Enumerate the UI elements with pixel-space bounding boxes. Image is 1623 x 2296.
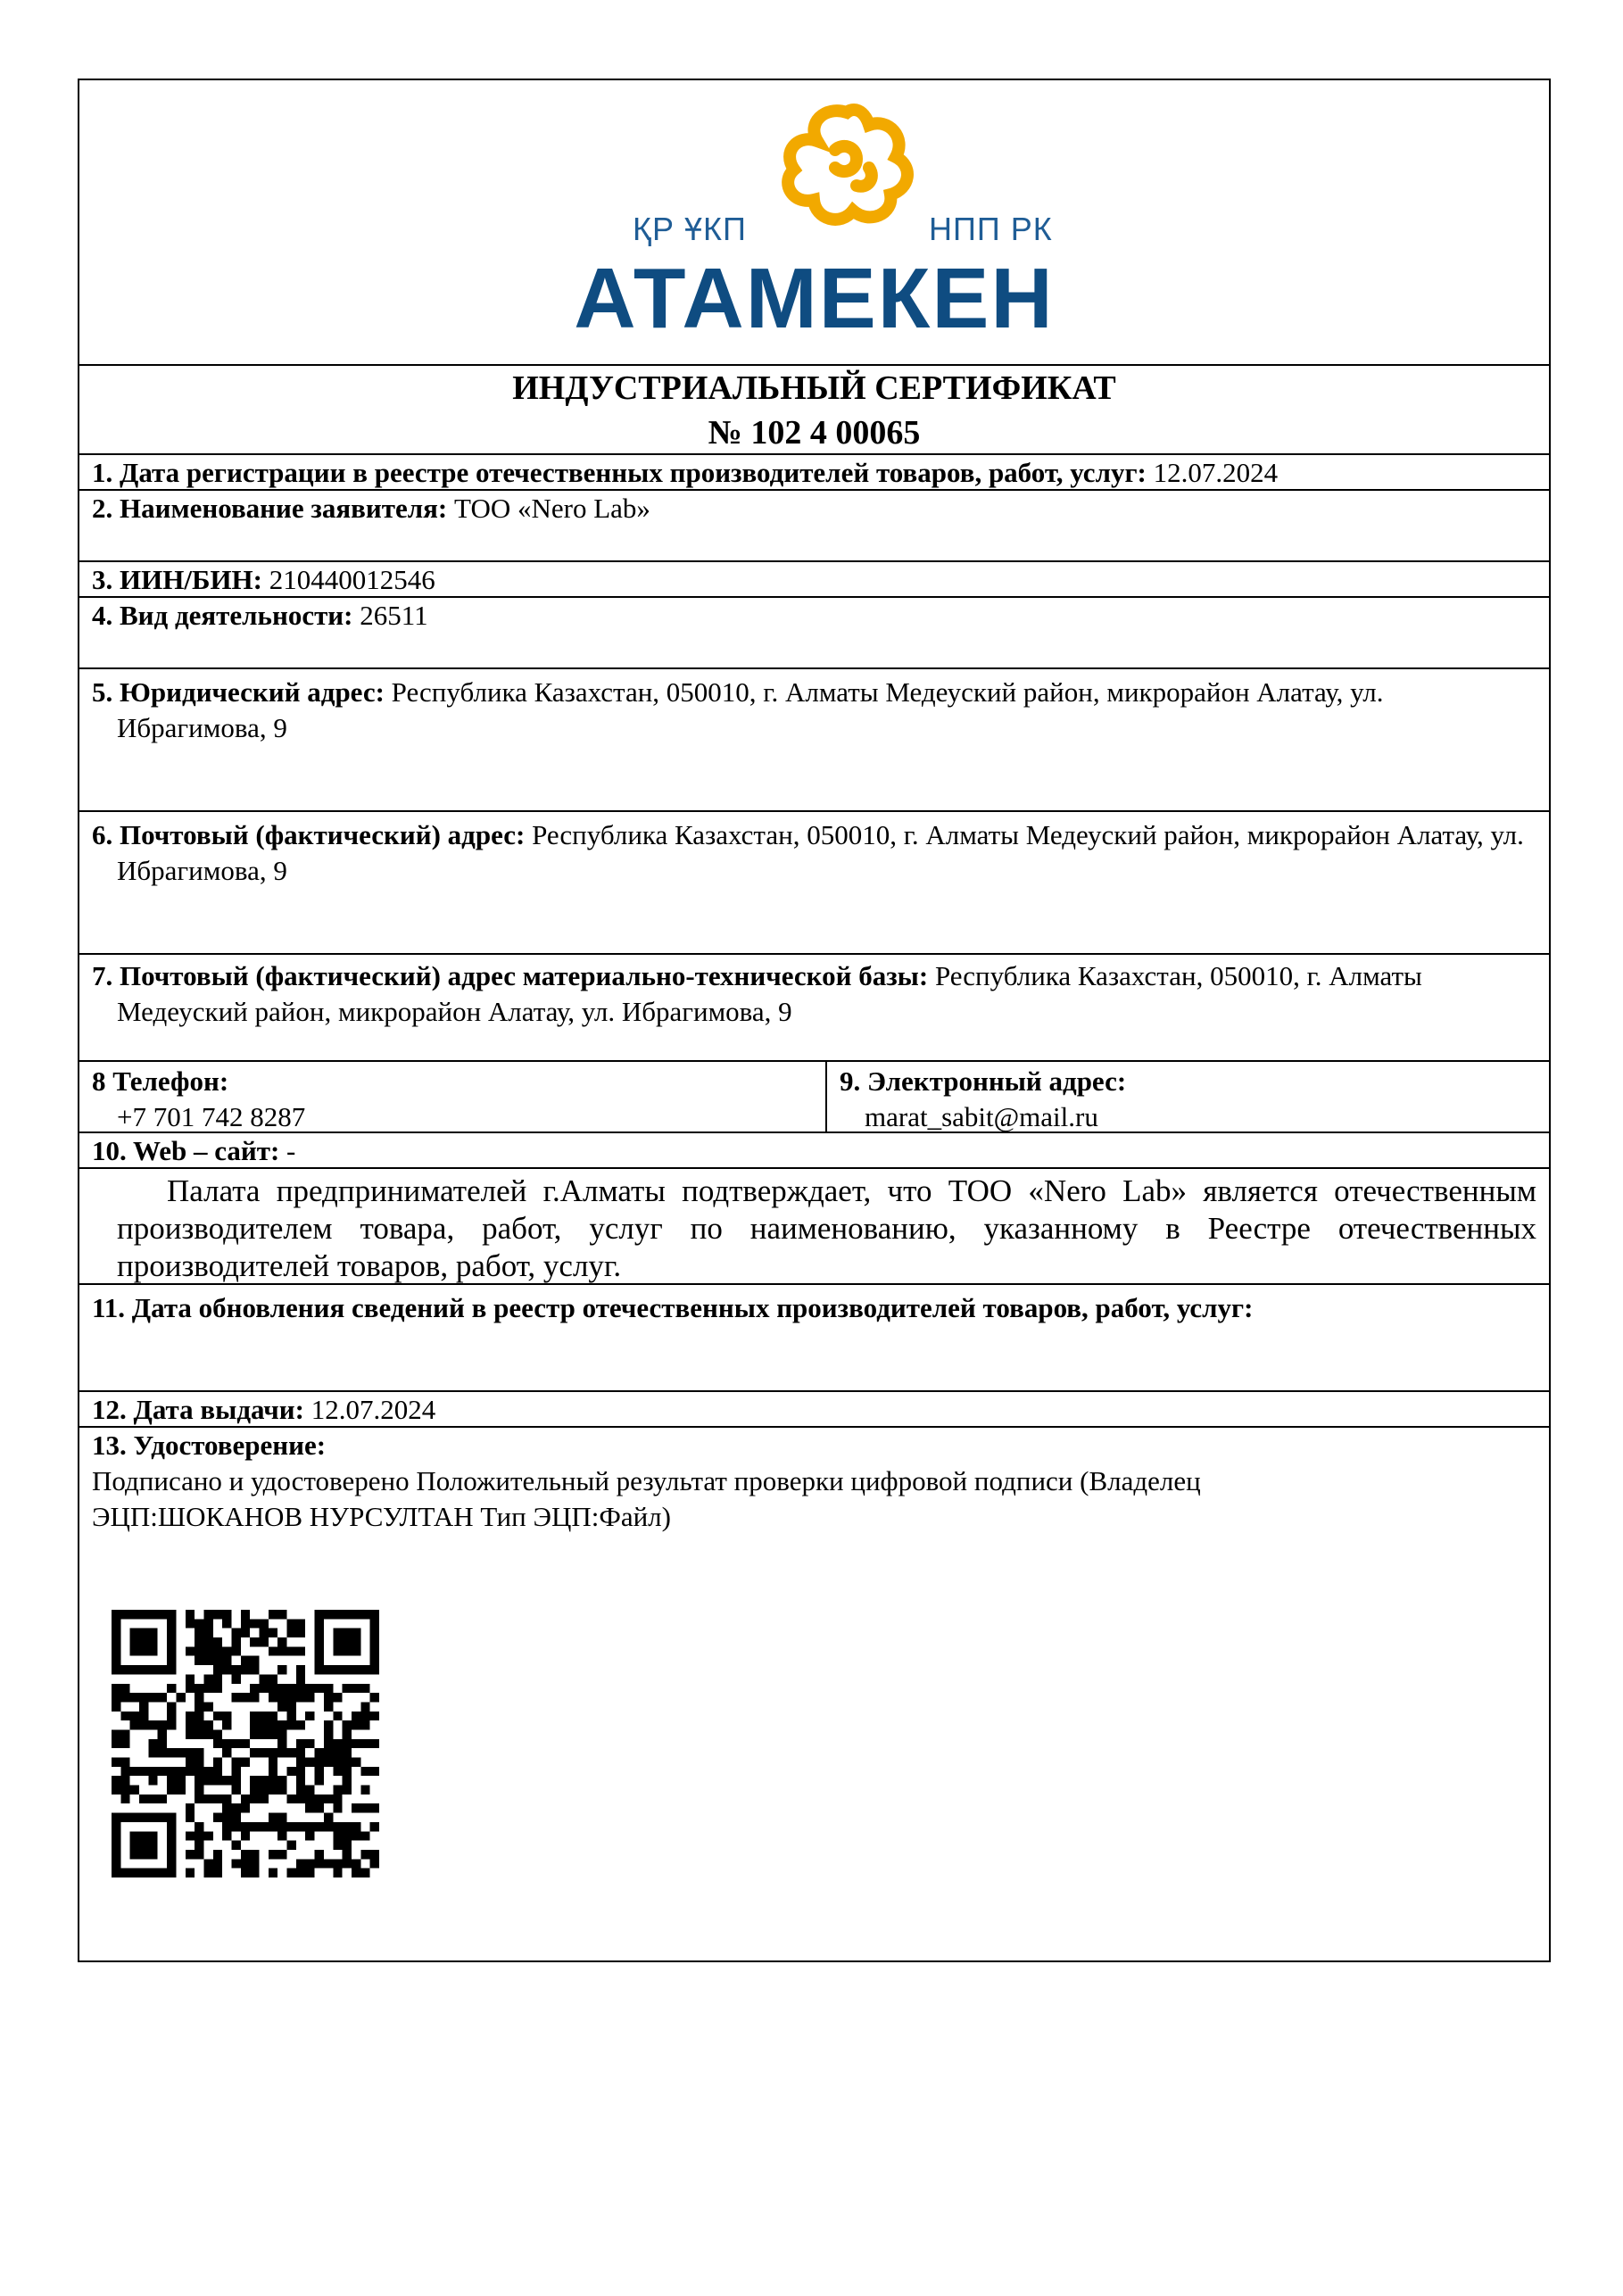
certificate-title (79, 364, 1549, 455)
confirmation-statement-box (79, 1167, 1549, 1283)
signature-verification-text: Подписано и удостоверено Положительный результат проверки цифровой подписи (Владелец ЭЦП:ШОКАНОВ НУРСУЛТАН Тип ЭЦП:Файл) (92, 1465, 1201, 1532)
field-base-address (79, 953, 1549, 1060)
field-label: 5. Юридический адрес: (92, 676, 385, 708)
field-contacts (79, 1060, 1549, 1131)
right-logo-caption: НПП РК (929, 211, 1053, 247)
title-line: ИНДУСТРИАЛЬНЫЙ СЕРТИФИКАТ (512, 369, 1116, 407)
field-postal-address (79, 810, 1549, 953)
field-label: 8 Телефон: (92, 1065, 229, 1097)
field-value: 12.07.2024 (303, 1394, 436, 1425)
field-label: 7. Почтовый (фактический) адрес материально-технической базы: (92, 960, 929, 991)
field-value: +7 701 742 8287 (117, 1101, 306, 1132)
field-label: 1. Дата регистрации в реестре отечественных производителей товаров, работ, услуг: (92, 457, 1147, 488)
field-issue-date (79, 1390, 1549, 1426)
field-label: 10. Web – сайт: (92, 1135, 280, 1166)
field-update-date (79, 1283, 1549, 1390)
field-label: 4. Вид деятельности: (92, 600, 353, 631)
field-email (827, 1062, 1549, 1131)
field-value: Республика Казахстан, 050010, г. Алматы Медеуский район, микрорайон Алатау, ул. Ибрагимова, 9 (117, 676, 1384, 743)
field-label: 11. Дата обновления сведений в реестр отечественных производителей товаров, работ, услуг: (92, 1292, 1254, 1323)
field-phone (79, 1062, 827, 1131)
atameken-logo (79, 80, 1549, 362)
field-label: 9. Электронный адрес: (840, 1065, 1127, 1097)
field-applicant-name (79, 489, 1549, 560)
field-value: Республика Казахстан, 050010, г. Алматы Медеуский район, микрорайон Алатау, ул. Ибрагимова, 9 (117, 819, 1524, 886)
field-legal-address (79, 667, 1549, 810)
field-value: 210440012546 (262, 564, 435, 595)
field-label: 12. Дата выдачи: (92, 1394, 304, 1425)
field-value: marat_sabit@mail.ru (865, 1101, 1098, 1132)
field-value: Республика Казахстан, 050010, г. Алматы Медеуский район, микрорайон Алатау, ул. Ибрагимова, 9 (117, 960, 1422, 1027)
field-registration-date (79, 453, 1549, 489)
field-value: - (279, 1135, 296, 1166)
field-certification (79, 1426, 1549, 1960)
logo-brand-name: АТАМЕКЕН (574, 251, 1055, 346)
field-value: 12.07.2024 (1146, 457, 1279, 488)
field-iin-bin (79, 560, 1549, 596)
atameken-emblem-icon (771, 96, 923, 230)
confirmation-statement: Палата предпринимателей г.Алматы подтверждает, что ТОО «Nero Lab» является отечественным производителем товара, работ, услуг по наименованию, указанному в Реестре отечественных производителей товаров, работ, услуг. (117, 1173, 1536, 1283)
field-activity-type (79, 596, 1549, 667)
field-website (79, 1131, 1549, 1167)
field-label: 6. Почтовый (фактический) адрес: (92, 819, 526, 850)
field-value: 26511 (352, 600, 428, 631)
left-logo-caption: ҚР ҰКП (633, 211, 747, 247)
qr-code[interactable] (112, 1610, 379, 1877)
field-label: 13. Удостоверение: (92, 1430, 327, 1461)
certificate-frame (78, 79, 1551, 1962)
field-label: 3. ИИН/БИН: (92, 564, 262, 595)
field-label: 2. Наименование заявителя: (92, 493, 448, 524)
field-value: ТОО «Nero Lab» (447, 493, 650, 524)
certificate-number: № 102 4 00065 (708, 414, 921, 452)
